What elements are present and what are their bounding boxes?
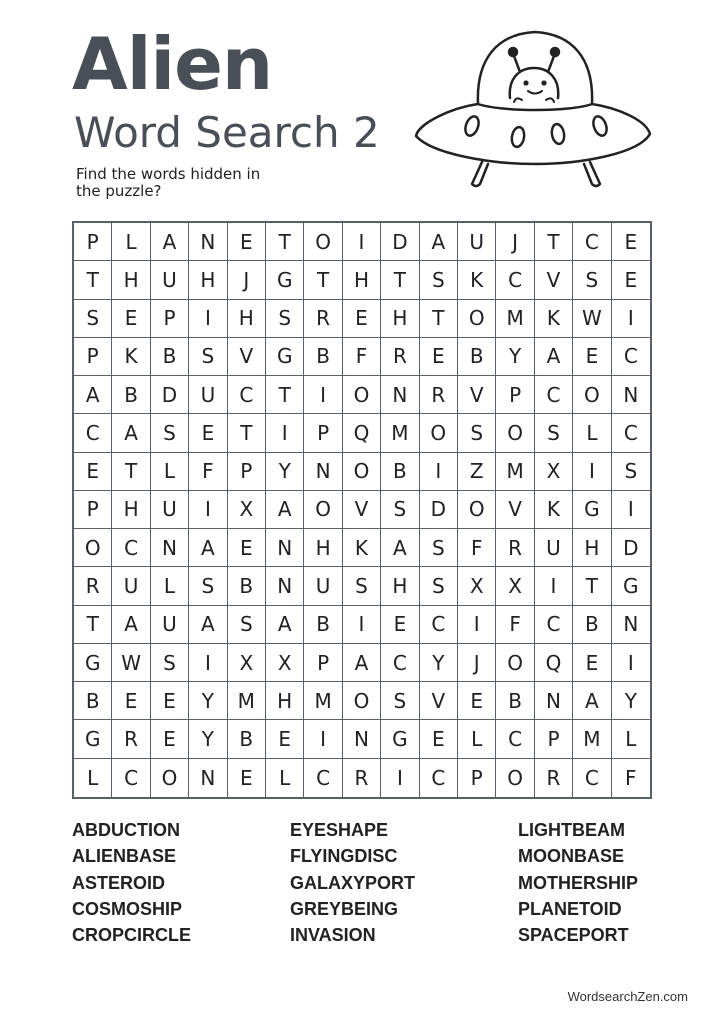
- grid-cell: L: [458, 720, 496, 758]
- word-item: ABDUCTION: [72, 820, 180, 840]
- grid-cell: I: [343, 223, 381, 261]
- grid-cell: S: [151, 644, 189, 682]
- grid-cell: A: [189, 529, 227, 567]
- grid-cell: G: [612, 567, 650, 605]
- grid-cell: R: [112, 720, 150, 758]
- grid-cell: I: [535, 567, 573, 605]
- grid-cell: D: [381, 223, 419, 261]
- grid-cell: Q: [535, 644, 573, 682]
- grid-cell: I: [189, 300, 227, 338]
- page-title: Alien: [72, 22, 273, 106]
- grid-cell: R: [74, 567, 112, 605]
- grid-cell: M: [496, 453, 534, 491]
- grid-cell: T: [381, 261, 419, 299]
- grid-cell: C: [420, 606, 458, 644]
- grid-cell: L: [151, 567, 189, 605]
- word-list-column: [290, 820, 415, 951]
- grid-cell: E: [343, 300, 381, 338]
- grid-cell: U: [151, 261, 189, 299]
- grid-cell: O: [496, 414, 534, 452]
- grid-cell: D: [151, 376, 189, 414]
- word-item: CROPCIRCLE: [72, 925, 192, 946]
- grid-cell: P: [151, 300, 189, 338]
- word-list-column: [72, 820, 191, 951]
- grid-cell: P: [458, 759, 496, 797]
- grid-cell: E: [573, 644, 611, 682]
- grid-cell: A: [266, 606, 304, 644]
- grid-cell: V: [228, 338, 266, 376]
- grid-cell: S: [612, 453, 650, 491]
- grid-cell: H: [228, 300, 266, 338]
- grid-cell: H: [189, 261, 227, 299]
- grid-cell: U: [151, 606, 189, 644]
- grid-cell: A: [74, 376, 112, 414]
- grid-cell: I: [266, 414, 304, 452]
- grid-cell: C: [304, 759, 342, 797]
- word-item: LIGHTBEAM: [518, 820, 625, 840]
- grid-cell: M: [573, 720, 611, 758]
- grid-cell: A: [151, 223, 189, 261]
- grid-cell: O: [343, 376, 381, 414]
- grid-cell: I: [420, 453, 458, 491]
- word-search-grid: [72, 221, 652, 799]
- grid-cell: Q: [343, 414, 381, 452]
- word-item: MOTHERSHIP: [518, 872, 639, 893]
- grid-cell: I: [343, 606, 381, 644]
- grid-cell: H: [304, 529, 342, 567]
- grid-cell: R: [496, 529, 534, 567]
- grid-cell: T: [266, 376, 304, 414]
- grid-cell: B: [381, 453, 419, 491]
- grid-cell: E: [573, 338, 611, 376]
- grid-cell: F: [343, 338, 381, 376]
- page-subtitle: Word Search 2: [74, 108, 380, 157]
- grid-cell: S: [189, 338, 227, 376]
- grid-cell: P: [535, 720, 573, 758]
- grid-cell: S: [420, 567, 458, 605]
- grid-cell: Y: [189, 682, 227, 720]
- grid-cell: L: [612, 720, 650, 758]
- grid-cell: U: [189, 376, 227, 414]
- grid-cell: E: [189, 414, 227, 452]
- word-item: MOONBASE: [518, 846, 625, 867]
- word-item: EYESHAPE: [290, 820, 389, 840]
- grid-cell: I: [612, 491, 650, 529]
- grid-cell: G: [573, 491, 611, 529]
- grid-cell: I: [304, 720, 342, 758]
- grid-cell: I: [304, 376, 342, 414]
- site-footer: WordsearchZen.com: [567, 989, 688, 1004]
- grid-cell: E: [612, 223, 650, 261]
- grid-cell: A: [535, 338, 573, 376]
- grid-cell: E: [228, 529, 266, 567]
- grid-cell: R: [343, 759, 381, 797]
- grid-cell: M: [496, 300, 534, 338]
- grid-cell: B: [458, 338, 496, 376]
- grid-cell: A: [343, 644, 381, 682]
- grid-cell: B: [228, 720, 266, 758]
- grid-cell: S: [343, 567, 381, 605]
- grid-cell: S: [573, 261, 611, 299]
- grid-cell: K: [535, 300, 573, 338]
- grid-cell: M: [381, 414, 419, 452]
- grid-cell: C: [74, 414, 112, 452]
- grid-cell: T: [535, 223, 573, 261]
- grid-cell: F: [189, 453, 227, 491]
- grid-cell: X: [266, 644, 304, 682]
- grid-cell: A: [112, 414, 150, 452]
- instructions-text: Find the words hidden in the puzzle?: [76, 165, 261, 200]
- grid-cell: T: [74, 261, 112, 299]
- word-item: ALIENBASE: [72, 846, 177, 867]
- grid-cell: A: [381, 529, 419, 567]
- ufo-with-alien-icon: [410, 16, 656, 192]
- grid-cell: T: [420, 300, 458, 338]
- grid-cell: N: [612, 376, 650, 414]
- grid-cell: W: [573, 300, 611, 338]
- grid-cell: B: [304, 606, 342, 644]
- grid-cell: M: [228, 682, 266, 720]
- grid-cell: H: [343, 261, 381, 299]
- grid-cell: B: [112, 376, 150, 414]
- grid-cell: R: [381, 338, 419, 376]
- word-item: GALAXYPORT: [290, 872, 416, 893]
- grid-cell: K: [535, 491, 573, 529]
- grid-cell: C: [112, 759, 150, 797]
- grid-cell: O: [573, 376, 611, 414]
- grid-cell: E: [112, 300, 150, 338]
- grid-cell: B: [304, 338, 342, 376]
- grid-cell: O: [151, 759, 189, 797]
- grid-cell: W: [112, 644, 150, 682]
- grid-cell: P: [304, 644, 342, 682]
- grid-cell: R: [304, 300, 342, 338]
- grid-cell: P: [496, 376, 534, 414]
- grid-cell: T: [304, 261, 342, 299]
- grid-cell: S: [189, 567, 227, 605]
- grid-cell: L: [266, 759, 304, 797]
- grid-cell: O: [343, 453, 381, 491]
- grid-cell: O: [304, 491, 342, 529]
- grid-cell: X: [458, 567, 496, 605]
- grid-cell: A: [112, 606, 150, 644]
- word-item: FLYINGDISC: [290, 846, 398, 867]
- grid-cell: V: [420, 682, 458, 720]
- grid-cell: C: [228, 376, 266, 414]
- grid-cell: N: [612, 606, 650, 644]
- word-item: COSMOSHIP: [72, 898, 183, 919]
- grid-cell: K: [458, 261, 496, 299]
- grid-cell: L: [112, 223, 150, 261]
- grid-cell: E: [612, 261, 650, 299]
- grid-cell: S: [266, 300, 304, 338]
- grid-cell: E: [228, 759, 266, 797]
- grid-cell: I: [381, 759, 419, 797]
- word-item: PLANETOID: [518, 898, 622, 919]
- grid-cell: Y: [420, 644, 458, 682]
- grid-cell: H: [381, 567, 419, 605]
- grid-cell: Y: [189, 720, 227, 758]
- grid-cell: H: [573, 529, 611, 567]
- grid-cell: V: [496, 491, 534, 529]
- grid-cell: N: [535, 682, 573, 720]
- grid-cell: U: [458, 223, 496, 261]
- grid-cell: O: [496, 644, 534, 682]
- grid-cell: T: [266, 223, 304, 261]
- grid-cell: P: [74, 338, 112, 376]
- grid-cell: O: [74, 529, 112, 567]
- grid-cell: H: [112, 491, 150, 529]
- grid-cell: T: [112, 453, 150, 491]
- grid-cell: Y: [612, 682, 650, 720]
- grid-cell: N: [266, 567, 304, 605]
- grid-cell: C: [381, 644, 419, 682]
- word-item: SPACEPORT: [518, 925, 629, 946]
- grid-cell: B: [573, 606, 611, 644]
- grid-cell: B: [228, 567, 266, 605]
- grid-cell: P: [304, 414, 342, 452]
- grid-cell: P: [228, 453, 266, 491]
- grid-cell: C: [573, 759, 611, 797]
- word-list-column: [518, 820, 638, 951]
- grid-cell: S: [458, 414, 496, 452]
- grid-cell: Y: [266, 453, 304, 491]
- grid-cell: H: [381, 300, 419, 338]
- grid-cell: V: [343, 491, 381, 529]
- grid-cell: E: [112, 682, 150, 720]
- grid-cell: U: [304, 567, 342, 605]
- grid-cell: S: [74, 300, 112, 338]
- grid-cell: U: [151, 491, 189, 529]
- grid-cell: U: [535, 529, 573, 567]
- grid-cell: U: [112, 567, 150, 605]
- grid-cell: E: [420, 720, 458, 758]
- grid-cell: D: [612, 529, 650, 567]
- grid-cell: C: [112, 529, 150, 567]
- grid-cell: C: [573, 223, 611, 261]
- grid-cell: X: [228, 644, 266, 682]
- grid-cell: E: [458, 682, 496, 720]
- grid-cell: B: [496, 682, 534, 720]
- grid-cell: I: [612, 300, 650, 338]
- grid-cell: E: [381, 606, 419, 644]
- grid-cell: D: [420, 491, 458, 529]
- grid-cell: T: [74, 606, 112, 644]
- grid-cell: B: [151, 338, 189, 376]
- grid-cell: Y: [496, 338, 534, 376]
- grid-cell: C: [420, 759, 458, 797]
- grid-cell: I: [458, 606, 496, 644]
- grid-cell: G: [266, 338, 304, 376]
- grid-cell: N: [266, 529, 304, 567]
- grid-cell: N: [151, 529, 189, 567]
- grid-cell: E: [74, 453, 112, 491]
- grid-cell: G: [266, 261, 304, 299]
- grid-cell: C: [496, 261, 534, 299]
- grid-cell: C: [535, 606, 573, 644]
- grid-cell: B: [74, 682, 112, 720]
- grid-cell: G: [381, 720, 419, 758]
- grid-cell: E: [151, 682, 189, 720]
- grid-cell: T: [573, 567, 611, 605]
- grid-cell: C: [535, 376, 573, 414]
- grid-cell: O: [420, 414, 458, 452]
- grid-cell: E: [266, 720, 304, 758]
- grid-cell: C: [496, 720, 534, 758]
- grid-cell: T: [228, 414, 266, 452]
- word-item: GREYBEING: [290, 898, 399, 919]
- grid-cell: C: [612, 338, 650, 376]
- grid-cell: R: [420, 376, 458, 414]
- grid-cell: K: [343, 529, 381, 567]
- grid-cell: I: [189, 644, 227, 682]
- grid-cell: G: [74, 644, 112, 682]
- grid-cell: M: [304, 682, 342, 720]
- grid-cell: V: [535, 261, 573, 299]
- grid-cell: N: [343, 720, 381, 758]
- grid-cell: X: [228, 491, 266, 529]
- grid-cell: E: [420, 338, 458, 376]
- grid-cell: N: [304, 453, 342, 491]
- grid-cell: F: [625, 765, 637, 790]
- grid-cell: F: [458, 529, 496, 567]
- grid-cell: N: [189, 223, 227, 261]
- grid-cell: J: [458, 644, 496, 682]
- grid-cell: X: [496, 567, 534, 605]
- grid-cell: V: [458, 376, 496, 414]
- grid-cell: O: [458, 491, 496, 529]
- grid-cell: H: [112, 261, 150, 299]
- grid-cell: S: [420, 529, 458, 567]
- grid-cell: P: [74, 491, 112, 529]
- grid-cell: S: [535, 414, 573, 452]
- grid-cell: Z: [458, 453, 496, 491]
- grid-cell: I: [612, 644, 650, 682]
- grid-cell: I: [189, 491, 227, 529]
- word-item: ASTEROID: [72, 872, 166, 893]
- grid-cell: J: [228, 261, 266, 299]
- grid-cell: E: [151, 720, 189, 758]
- grid-cell: O: [304, 223, 342, 261]
- grid-cell: G: [74, 720, 112, 758]
- grid-cell: S: [420, 261, 458, 299]
- grid-cell: H: [266, 682, 304, 720]
- grid-cell: N: [381, 376, 419, 414]
- grid-cell: S: [381, 682, 419, 720]
- grid-cell: I: [573, 453, 611, 491]
- grid-cell: F: [496, 606, 534, 644]
- grid-cell: S: [228, 606, 266, 644]
- grid-cell: C: [612, 414, 650, 452]
- grid-cell: A: [189, 606, 227, 644]
- grid-cell: L: [74, 759, 112, 797]
- grid-cell: O: [458, 300, 496, 338]
- grid-cell: A: [266, 491, 304, 529]
- word-item: INVASION: [290, 925, 376, 946]
- grid-cell: S: [151, 414, 189, 452]
- grid-cell: L: [151, 453, 189, 491]
- grid-cell: X: [535, 453, 573, 491]
- grid-cell: J: [496, 223, 534, 261]
- grid-cell: S: [381, 491, 419, 529]
- grid-cell: N: [189, 759, 227, 797]
- grid-cell: R: [535, 759, 573, 797]
- grid-cell: O: [496, 759, 534, 797]
- grid-cell: A: [420, 223, 458, 261]
- grid-cell: A: [573, 682, 611, 720]
- grid-cell: K: [112, 338, 150, 376]
- grid-cell: E: [228, 223, 266, 261]
- grid-cell: L: [573, 414, 611, 452]
- grid-cell: O: [343, 682, 381, 720]
- grid-cell: P: [74, 223, 112, 261]
